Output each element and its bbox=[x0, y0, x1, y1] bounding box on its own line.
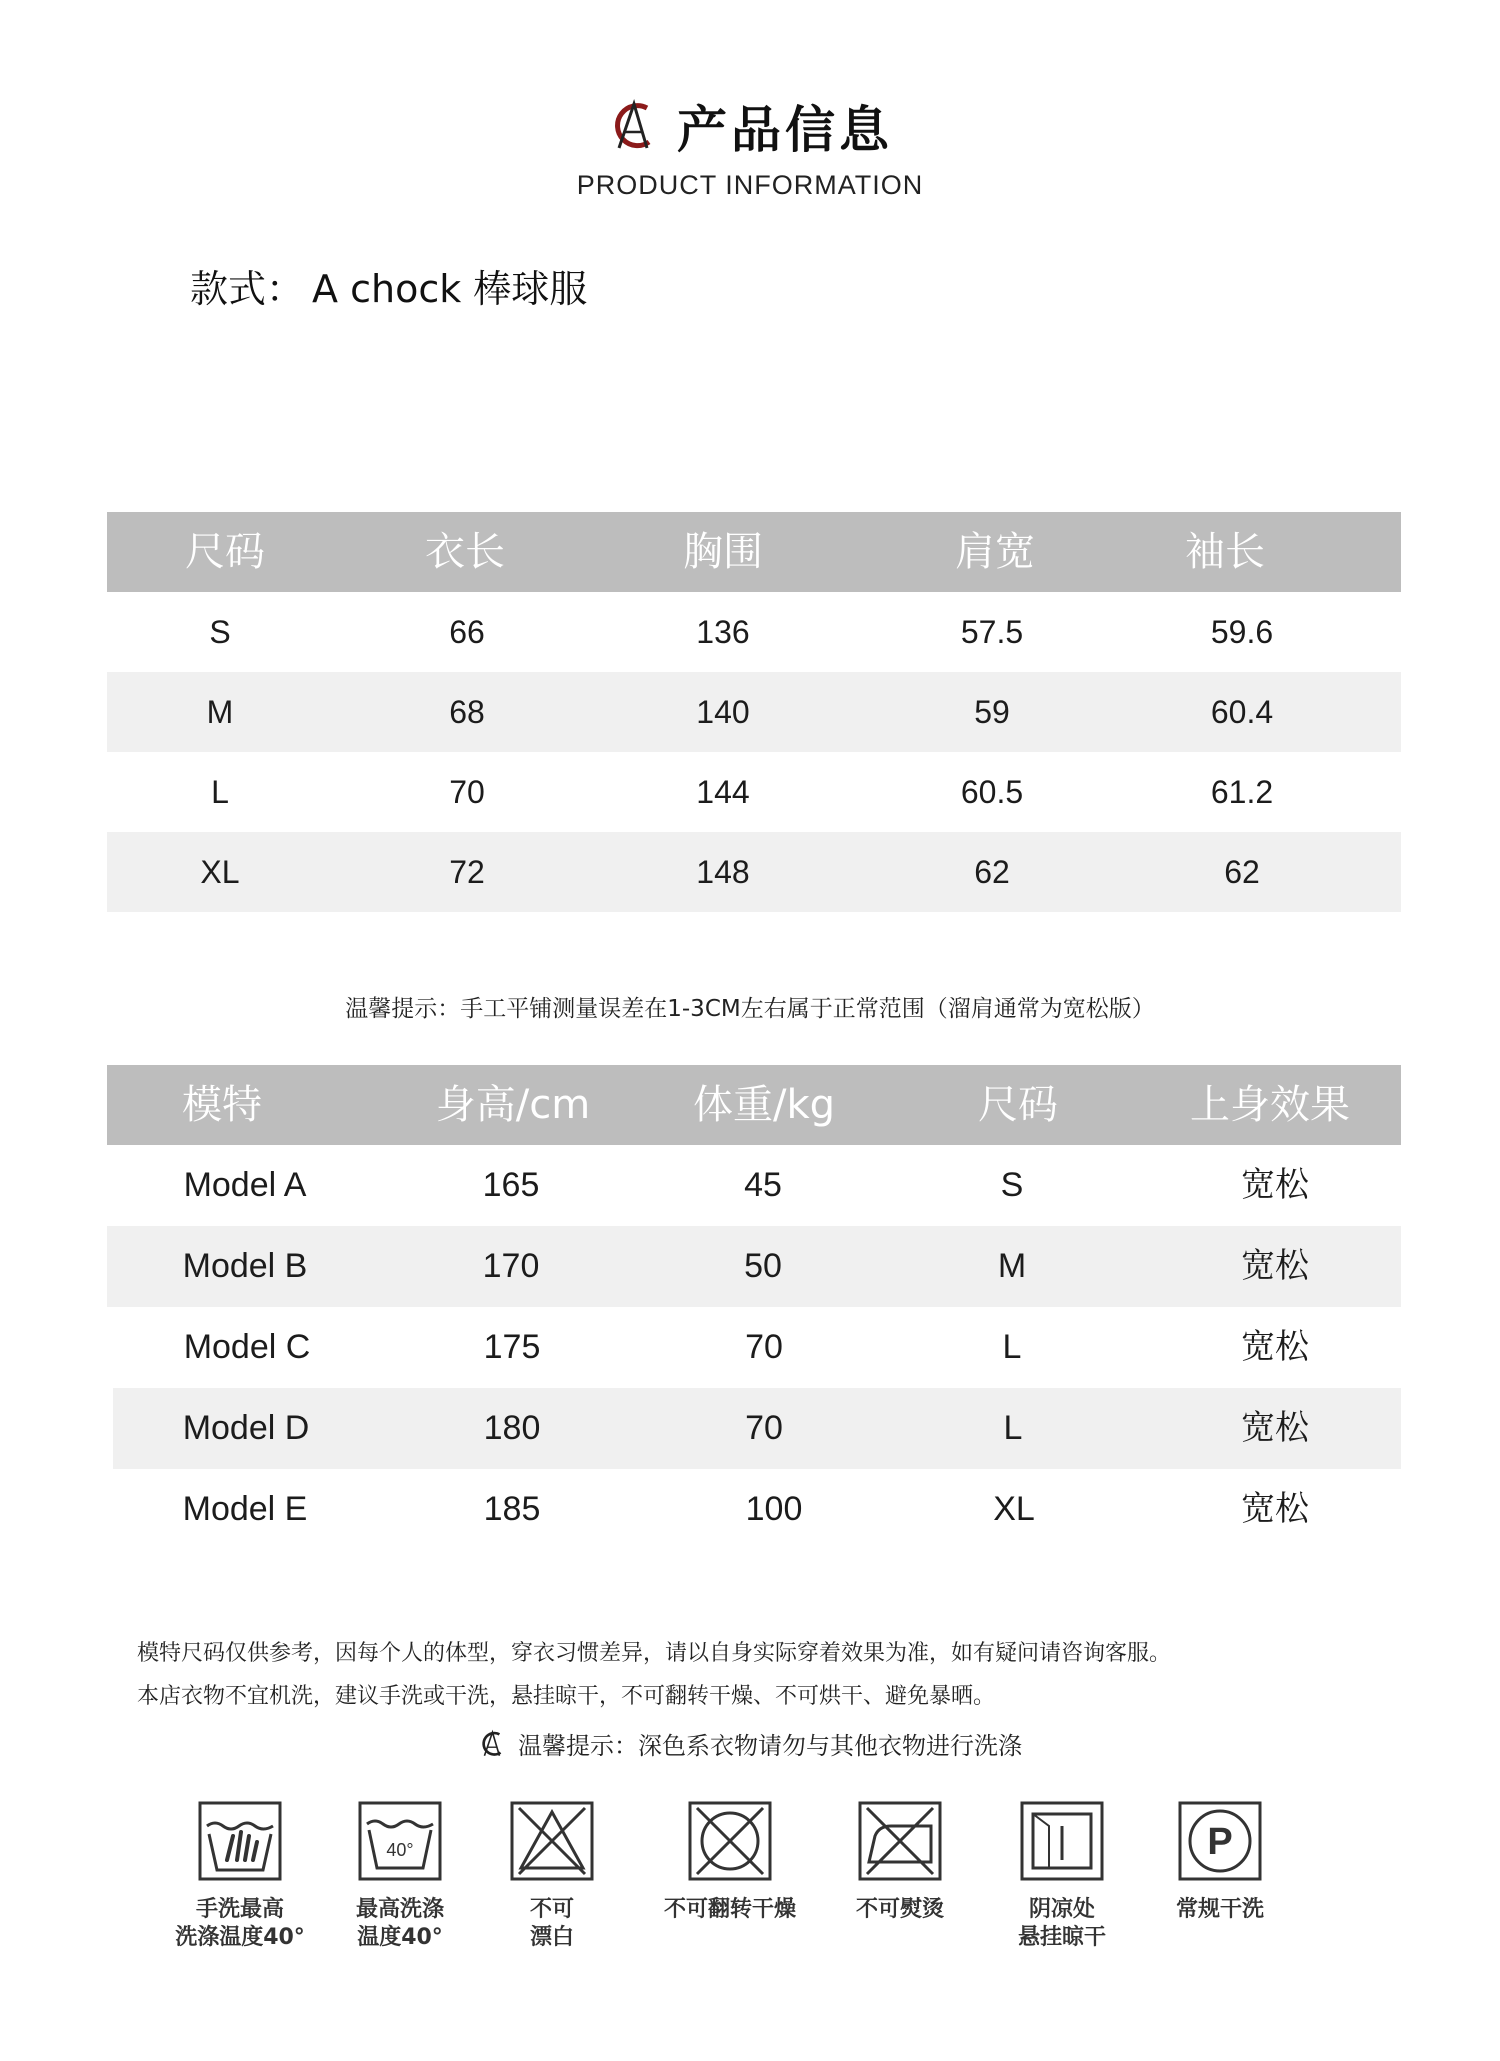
cell-sleeve: 59.6 bbox=[1210, 614, 1274, 650]
header-model: 模特 bbox=[182, 1082, 262, 1128]
cell-length: 66 bbox=[449, 614, 485, 650]
cell-length: 68 bbox=[449, 694, 485, 730]
care-label: 手洗最高 洗涤温度40° bbox=[175, 1897, 305, 1950]
table-row bbox=[107, 672, 1401, 752]
page-subtitle: PRODUCT INFORMATION bbox=[576, 170, 924, 200]
style-value: A chock 棒球服 bbox=[312, 267, 588, 311]
table-row bbox=[107, 592, 1401, 672]
header-length: 衣长 bbox=[425, 529, 505, 575]
cell-size: L bbox=[211, 774, 229, 810]
wash-tip-text: 温馨提示：深色系衣物请勿与其他衣物进行洗涤 bbox=[518, 1732, 1022, 1760]
header-size: 尺码 bbox=[185, 529, 265, 575]
wash-tip bbox=[0, 1726, 1500, 1761]
cell-chest: 140 bbox=[696, 694, 750, 730]
table-row bbox=[107, 1145, 1401, 1226]
cell-model: Model E bbox=[182, 1490, 308, 1528]
cell-chest: 148 bbox=[696, 854, 750, 890]
cell-model: Model B bbox=[182, 1247, 308, 1285]
care-label: 不可熨烫 bbox=[855, 1897, 944, 1922]
cell-length: 70 bbox=[449, 774, 485, 810]
wash-note: 本店衣物不宜机洗，建议手洗或干洗，悬挂晾干，不可翻转干燥、不可烘干、避免暴晒。 bbox=[137, 1684, 996, 1709]
header-height: 身高/cm bbox=[435, 1082, 591, 1128]
cell-shoulder: 60.5 bbox=[960, 774, 1024, 810]
cell-shoulder: 57.5 bbox=[960, 614, 1024, 650]
model-table bbox=[107, 1065, 1401, 1550]
cell-shoulder: 59 bbox=[974, 694, 1010, 730]
care-label: 常规干洗 bbox=[1175, 1897, 1264, 1922]
wash-40-icon bbox=[357, 1800, 443, 1882]
header-shoulder: 肩宽 bbox=[955, 529, 1035, 575]
cell-shoulder: 62 bbox=[974, 854, 1010, 890]
table-row bbox=[107, 832, 1401, 912]
care-label: 不可 漂白 bbox=[529, 1897, 574, 1950]
cell-height: 175 bbox=[483, 1328, 541, 1366]
care-line-dry-shade bbox=[982, 1800, 1142, 1952]
table-row bbox=[107, 752, 1401, 832]
header-size: 尺码 bbox=[978, 1082, 1058, 1128]
no-bleach-icon bbox=[509, 1800, 595, 1882]
table-row bbox=[107, 1307, 1401, 1388]
cell-model: Model D bbox=[182, 1409, 310, 1447]
care-no-tumble-dry bbox=[650, 1800, 810, 1924]
cell-size: L bbox=[1003, 1409, 1023, 1447]
cell-size: S bbox=[209, 614, 231, 650]
table-row bbox=[107, 1226, 1401, 1307]
cell-height: 165 bbox=[482, 1166, 540, 1204]
cell-sleeve: 61.2 bbox=[1210, 774, 1274, 810]
cell-length: 72 bbox=[449, 854, 485, 890]
style-label: 款式： bbox=[190, 267, 305, 311]
cell-model: Model C bbox=[183, 1328, 311, 1366]
header-chest: 胸围 bbox=[683, 529, 763, 575]
cell-size: M bbox=[997, 1247, 1027, 1285]
table-row bbox=[107, 1469, 1401, 1550]
cell-fit: 宽松 bbox=[1241, 1328, 1309, 1366]
care-no-iron bbox=[820, 1800, 980, 1924]
cell-size: S bbox=[1000, 1166, 1024, 1204]
care-label: 最高洗涤 温度40° bbox=[355, 1897, 444, 1950]
care-no-bleach bbox=[472, 1800, 632, 1952]
header-sleeve: 袖长 bbox=[1185, 529, 1265, 575]
svg-text:40°: 40° bbox=[386, 1840, 414, 1860]
line-dry-shade-icon bbox=[1019, 1800, 1105, 1882]
no-iron-icon bbox=[857, 1800, 943, 1882]
cell-weight: 45 bbox=[744, 1166, 782, 1204]
brand-logo-icon bbox=[478, 1729, 508, 1759]
model-table-header bbox=[107, 1065, 1401, 1145]
cell-size: XL bbox=[993, 1490, 1035, 1528]
cell-height: 170 bbox=[482, 1247, 540, 1285]
header-weight: 体重/kg bbox=[692, 1082, 836, 1128]
cell-size: L bbox=[1002, 1328, 1022, 1366]
size-table-header bbox=[107, 512, 1401, 592]
cell-height: 185 bbox=[483, 1490, 541, 1528]
no-tumble-dry-icon bbox=[687, 1800, 773, 1882]
header-fit: 上身效果 bbox=[1190, 1082, 1350, 1128]
cell-model: Model A bbox=[183, 1166, 307, 1204]
cell-weight: 70 bbox=[745, 1328, 783, 1366]
table-row bbox=[113, 1388, 1401, 1469]
fit-note: 模特尺码仅供参考，因每个人的体型，穿衣习惯差异，请以自身实际穿着效果为准，如有疑问请咨询客服。 bbox=[137, 1641, 1172, 1666]
cell-fit: 宽松 bbox=[1241, 1409, 1309, 1447]
care-dry-clean bbox=[1140, 1800, 1300, 1924]
care-label: 阴凉处 悬挂晾干 bbox=[1017, 1897, 1106, 1950]
cell-size: M bbox=[206, 694, 234, 730]
cell-weight: 70 bbox=[745, 1409, 783, 1447]
cell-chest: 136 bbox=[696, 614, 750, 650]
cell-sleeve: 60.4 bbox=[1210, 694, 1274, 730]
page-title: 产品信息 bbox=[677, 101, 893, 159]
care-hand-wash bbox=[160, 1800, 320, 1952]
svg-text:P: P bbox=[1207, 1821, 1233, 1863]
cell-fit: 宽松 bbox=[1241, 1490, 1309, 1528]
hand-wash-icon bbox=[197, 1800, 283, 1882]
page-header bbox=[0, 80, 1500, 210]
size-table bbox=[107, 512, 1401, 912]
cell-fit: 宽松 bbox=[1241, 1247, 1309, 1285]
cell-fit: 宽松 bbox=[1241, 1166, 1309, 1204]
measurement-tip: 温馨提示：手工平铺测量误差在1-3CM左右属于正常范围（溜肩通常为宽松版） bbox=[345, 996, 1155, 1022]
cell-weight: 50 bbox=[744, 1247, 782, 1285]
style-line bbox=[190, 258, 587, 313]
care-label: 不可翻转干燥 bbox=[663, 1897, 796, 1922]
cell-height: 180 bbox=[483, 1409, 541, 1447]
cell-size: XL bbox=[200, 854, 240, 890]
title-row bbox=[0, 90, 1500, 162]
brand-logo-icon bbox=[607, 98, 663, 154]
cell-sleeve: 62 bbox=[1224, 854, 1260, 890]
cell-weight: 100 bbox=[745, 1490, 803, 1528]
dry-clean-icon bbox=[1177, 1800, 1263, 1882]
cell-chest: 144 bbox=[696, 774, 750, 810]
care-wash-40 bbox=[320, 1800, 480, 1952]
